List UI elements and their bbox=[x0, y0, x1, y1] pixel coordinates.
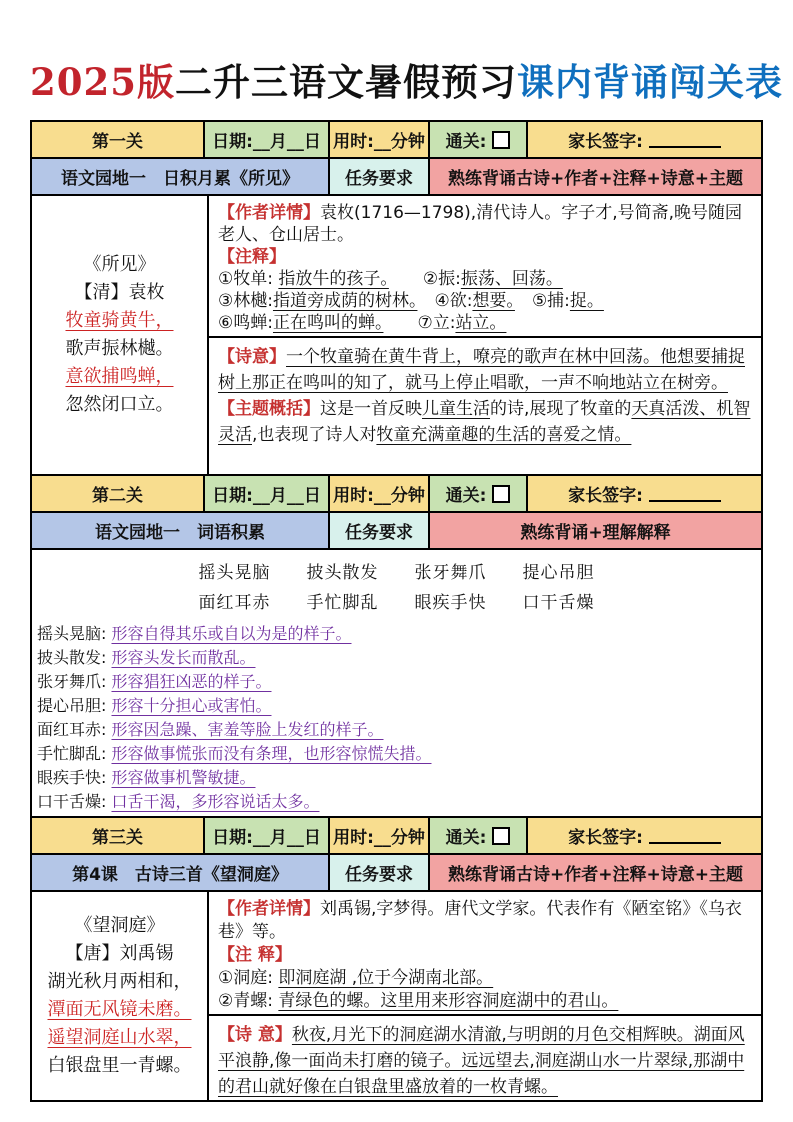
section-1-header-row bbox=[32, 122, 761, 159]
time-field[interactable]: 用时:__分钟 bbox=[330, 818, 430, 855]
signature-label: 家长签字: bbox=[568, 828, 643, 848]
pass-cell bbox=[430, 476, 528, 513]
pass-label: 通关: bbox=[445, 132, 487, 152]
section-2-content bbox=[32, 550, 761, 818]
section-3-content bbox=[32, 892, 761, 1100]
meaning-cell: 【诗意】一个牧童骑在黄牛背上，嘹亮的歌声在林中回荡。他想要捕捉树上那正在鸣叫的知了，就马上停止唱歌，一声不响地站立在树旁。 【主题概括】这是一首反映儿童生活的诗,展现了牧童的天真活泼、机智灵活,也表现了诗人对牧童充满童趣的生活的喜爱之情。 bbox=[218, 347, 751, 445]
pass-checkbox[interactable] bbox=[492, 485, 510, 503]
pass-checkbox[interactable] bbox=[492, 827, 510, 845]
page-title: 2025版二升三语文暑假预习课内背诵闯关表 bbox=[30, 60, 783, 104]
level-cell: 第一关 bbox=[32, 122, 205, 159]
task-label-cell: 任务要求 bbox=[330, 513, 430, 550]
section-checkpoint-2 bbox=[32, 476, 761, 818]
author-notes-cell: 【作者详情】刘禹锡,字梦得。唐代文学家。代表作有《陋室铭》《乌衣巷》等。 【注 释】 ①洞庭: 即洞庭湖 ,位于今湖南北部。 ②青螺: 青绿色的螺。这里用来形容洞庭湖中的君山。 bbox=[209, 892, 761, 1016]
signature-line[interactable] bbox=[649, 486, 721, 502]
meaning-cell: 【诗 意】秋夜,月光下的洞庭湖水清澈,与明朗的月色交相辉映。湖面风平浪静,像一面尚未打磨的镜子。远远望去,洞庭湖山水一片翠绿,那湖中的君山就好像在白银盘里盛放着的一枚青螺。 bbox=[218, 1025, 745, 1097]
section-checkpoint-3 bbox=[32, 818, 761, 1100]
pass-cell bbox=[430, 818, 528, 855]
section-2-task-row bbox=[32, 513, 761, 550]
word-definitions: 摇头晃脑: 形容自得其乐或自以为是的样子。 披头散发: 形容头发长而散乱。 张牙舞爪: 形容猖狂凶恶的样子。 提心吊胆: 形容十分担心或害怕。 面红耳赤: 形容因急躁、害羞等脸上发红的样子。 手忙脚乱: 形容做事慌张而没有条理，也形容惊慌失措。 眼疾手快: 形容做事机警敏捷。 口干舌燥: 口舌干渴，多形容说话太多。 bbox=[37, 624, 432, 811]
task-label-cell: 任务要求 bbox=[330, 855, 430, 892]
pass-label: 通关: bbox=[445, 828, 487, 848]
section-1-task-row bbox=[32, 159, 761, 196]
date-field[interactable]: 日期:__月__日 bbox=[205, 122, 330, 159]
signature-cell bbox=[528, 476, 761, 513]
time-field[interactable]: 用时:__分钟 bbox=[330, 122, 430, 159]
signature-label: 家长签字: bbox=[568, 132, 643, 152]
task-requirement-cell: 熟练背诵古诗+作者+注释+诗意+主题 bbox=[430, 159, 761, 196]
checkpoint-table bbox=[30, 120, 763, 1102]
signature-line[interactable] bbox=[649, 132, 721, 148]
section-1-content bbox=[32, 196, 761, 476]
section-3-task-row bbox=[32, 855, 761, 892]
poem-cell: 《望洞庭》 【唐】刘禹锡 湖光秋月两相和， 潭面无风镜未磨。 遥望洞庭山水翠， 白银盘里一青螺。 bbox=[32, 892, 209, 1100]
signature-label: 家长签字: bbox=[568, 486, 643, 506]
task-label-cell: 任务要求 bbox=[330, 159, 430, 196]
section-1-details bbox=[209, 196, 761, 474]
signature-cell bbox=[528, 122, 761, 159]
lesson-cell: 语文园地一 词语积累 bbox=[32, 513, 330, 550]
lesson-cell: 第4课 古诗三首《望洞庭》 bbox=[32, 855, 330, 892]
poem-cell: 《所见》 【清】袁枚 牧童骑黄牛， 歌声振林樾。 意欲捕鸣蝉， 忽然闭口立。 bbox=[32, 196, 209, 474]
pass-cell bbox=[430, 122, 528, 159]
author-notes-cell: 【作者详情】袁枚(1716—1798),清代诗人。字子才,号简斋,晚号随园老人、仓山居士。 【注释】 ①牧单: 指放牛的孩子。 ②振:振荡、回荡。 ③林樾:指道旁成荫的树林。 ④欲:想要。 ⑤捕:捉。 ⑥鸣蝉:正在鸣叫的蝉。 ⑦立:站立。 bbox=[209, 196, 761, 338]
section-2-header-row bbox=[32, 476, 761, 513]
pass-checkbox[interactable] bbox=[492, 131, 510, 149]
task-requirement-cell: 熟练背诵+理解解释 bbox=[430, 513, 761, 550]
section-checkpoint-1 bbox=[32, 122, 761, 476]
section-3-header-row bbox=[32, 818, 761, 855]
time-field[interactable]: 用时:__分钟 bbox=[330, 476, 430, 513]
pass-label: 通关: bbox=[445, 486, 487, 506]
word-list: 摇头晃脑 披头散发 张牙舞爪 提心吊胆 面红耳赤 手忙脚乱 眼疾手快 口干舌燥 bbox=[198, 563, 595, 613]
task-requirement-cell: 熟练背诵古诗+作者+注释+诗意+主题 bbox=[430, 855, 761, 892]
level-cell: 第三关 bbox=[32, 818, 205, 855]
lesson-cell: 语文园地一 日积月累《所见》 bbox=[32, 159, 330, 196]
date-field[interactable]: 日期:__月__日 bbox=[205, 476, 330, 513]
signature-cell bbox=[528, 818, 761, 855]
level-cell: 第二关 bbox=[32, 476, 205, 513]
section-3-details bbox=[209, 892, 761, 1100]
date-field[interactable]: 日期:__月__日 bbox=[205, 818, 330, 855]
signature-line[interactable] bbox=[649, 828, 721, 844]
